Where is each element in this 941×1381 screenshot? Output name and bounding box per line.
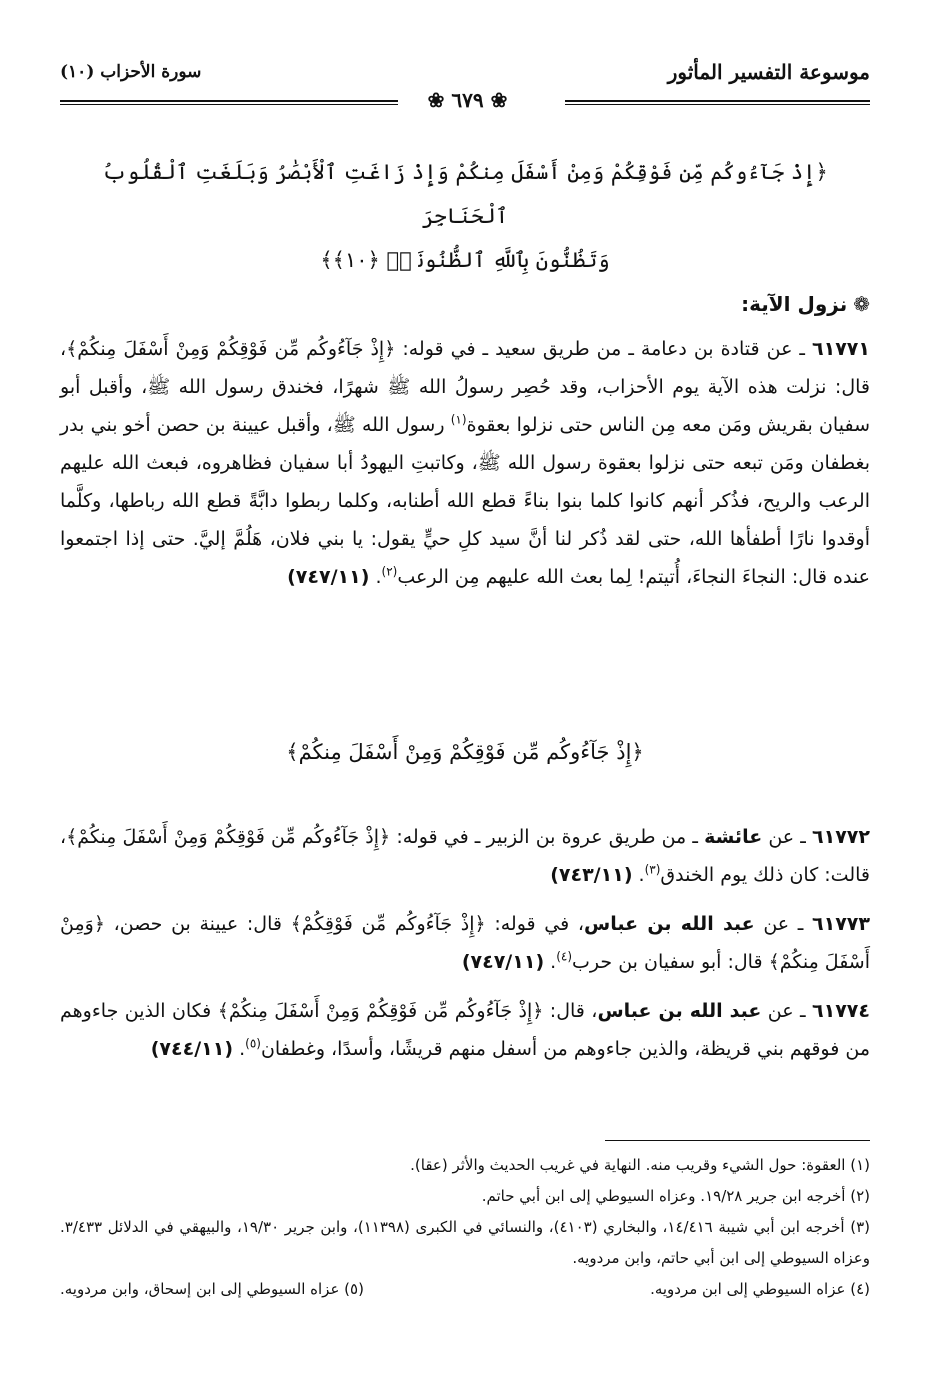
narration-text: رسول الله ﷺ، وأقبل عيينة بن حصن أخو بني بدر بغطفان ومَن تبعه حتى نزلوا بعقوة رسول الله ﷺ، وكاتبتِ اليهودُ أبا سفيان فظاهروه، فبعث الله عليهم الرعب والريح، فذُكر أنهم كانوا كلما بنوا بناءً قطع الله أطنابه، وكلما ربطوا دابَّةً قطع الله رباطها، وكلَّما أوقدوا نارًا أطفأها الله، حتى لقد ذُكر لنا أنَّ سيد كلِ حيٍّ يقول: يا بني فلان، هَلُمَّ إليَّ. حتى إذا اجتمعوا عنده قال: النجاءَ النجاءَ، أُتيتم! لِما بعث الله عليهم مِن الرعب: [60, 414, 870, 588]
footnote-1: (١) العقوة: حول الشيء وقريب منه. النهاية في غريب الحديث والأثر (عقا).: [410, 1156, 870, 1174]
quran-quote: ﴿إِذْ جَآءُوكُم مِّن فَوْقِكُمْ وَمِنْ أَسْفَلَ مِنكُمْ﴾: [66, 826, 391, 848]
narration-text: فكان الذين جاءوهم من فوقهم بني قريظة، والذين جاءوهم من أسفل منهم قريشًا، وأسدًا، وغطفان: [60, 1000, 870, 1060]
section-heading-text: نزول الآية:: [741, 292, 848, 316]
narration-61772: ٦١٧٧٢ ـ عن عائشة ـ من طريق عروة بن الزبير ـ في قوله: ﴿إِذْ جَآءُوكُم مِّن فَوْقِكُمْ وَمِنْ أَسْفَلَ مِنكُمْ﴾، قالت: كان ذلك يوم الخندق$^{(٣)}$. (٧٤٣/١١): [60, 826, 870, 886]
header-rule-right: [565, 100, 870, 105]
footnote-row: [60, 1274, 870, 1305]
narration-text: ـ من طريق عروة بن الزبير ـ في قوله:: [390, 826, 705, 848]
footnote-5: (٥) عزاه السيوطي إلى ابن إسحاق، وابن مردويه.: [60, 1280, 364, 1298]
quran-quote: ﴿وَمِنْ أَسْفَلَ مِنكُمْ﴾: [60, 913, 870, 973]
flower-icon: ❁: [853, 292, 870, 316]
verse-line-2: وَتَظُنُّونَ بِٱللَّهِ ٱلظُّنُونَا۠ ﴿١٠﴾﴾: [320, 248, 610, 272]
narration-61773: ٦١٧٧٣ ـ عن عبد الله بن عباس، في قوله: ﴿إِذْ جَآءُوكُم مِّن فَوْقِكُمْ﴾ قال: عيينة بن حصن، ﴿وَمِنْ أَسْفَلَ مِنكُمْ﴾ قال: أبو سفيان بن حرب$^{(٤)}$. (٧٤٧/١١): [60, 913, 870, 973]
narrator-name: عبد الله بن عباس: [597, 1000, 762, 1022]
header-rule-left: [60, 100, 398, 105]
footnote-separator: [605, 1140, 870, 1141]
quran-verse: [60, 150, 870, 282]
document-page: [60, 50, 870, 1350]
narration-61774: ٦١٧٧٤ ـ عن عبد الله بن عباس، قال: ﴿إِذْ جَآءُوكُم مِّن فَوْقِكُمْ وَمِنْ أَسْفَلَ مِنكُمْ﴾ فكان الذين جاءوهم من فوقهم بني قريظة، والذين جاءوهم من أسفل منهم قريشًا، وأسدًا، وغطفان$^{(٥)}$. (٧٤٤/١١): [60, 1000, 870, 1060]
narration-text: ، قال:: [543, 1000, 598, 1022]
cross-reference: (٧٤٤/١١): [150, 1038, 234, 1060]
page-number: ❀ ٦٧٩ ❀: [405, 88, 530, 112]
narration-number: ٦١٧٧١: [812, 338, 870, 360]
narration-number: ٦١٧٧٣: [812, 913, 870, 935]
narration-61771: ٦١٧٧١ ـ عن قتادة بن دعامة ـ من طريق سعيد ـ في قوله: ﴿إِذْ جَآءُوكُم مِّن فَوْقِكُمْ وَمِنْ أَسْفَلَ مِنكُمْ﴾، قال: نزلت هذه الآية يوم الأحزاب، وقد حُصِر رسولُ الله ﷺ شهرًا، فخندق رسول الله ﷺ، وأقبل أبو سفيان بقريش ومَن معه مِن الناس حتى نزلوا بعقوة$^{(١)}$ رسول الله ﷺ، وأقبل عيينة بن حصن أخو بني بدر بغطفان ومَن تبعه حتى نزلوا بعقوة رسول الله ﷺ، وكاتبتِ اليهودُ أبا سفيان فظاهروه، فبعث الله عليهم الرعب والريح، فذُكر أنهم كانوا كلما بنوا بناءً قطع الله أطنابه، وكلما ربطوا دابَّةً قطع الله رباطها، وكلَّما أوقدوا نارًا أطفأها الله، حتى لقد ذُكر لنا أنَّ سيد كلِ حيٍّ يقول: يا بني فلان، هَلُمَّ إليَّ. حتى إذا اجتمعوا عنده قال: النجاءَ النجاءَ، أُتيتم! لِما بعث الله عليهم مِن الرعب$^{(٢)}$. (٧٤٧/١١): [60, 338, 870, 588]
book-title: موسوعة التفسير المأثور: [667, 60, 870, 84]
narration-text: ـ عن: [762, 826, 812, 848]
verse-line-1: ﴿إِذْ جَآءُوكُم مِّن فَوْقِكُمْ وَمِنْ أَسْفَلَ مِنكُمْ وَإِذْ زَاغَتِ ٱلْأَبْصَٰرُ وَبَلَغَتِ ٱلْقُلُوبُ ٱلْحَنَاجِرَ: [102, 160, 828, 228]
footnote-2: (٢) أخرجه ابن جرير ١٩/٢٨. وعزاه السيوطي إلى ابن أبي حاتم.: [481, 1187, 870, 1205]
footnote-marker: (٥): [245, 1036, 261, 1051]
footnote-4: (٤) عزاه السيوطي إلى ابن مردويه.: [650, 1280, 870, 1298]
cross-reference: (٧٤٧/١١): [287, 566, 370, 588]
cross-reference: (٧٤٣/١١): [550, 864, 633, 886]
section-heading: [741, 292, 870, 316]
narration-text: ، قال: نزلت هذه الآية يوم الأحزاب، وقد حُصِر رسولُ الله ﷺ شهرًا، فخندق رسول الله ﷺ، وأقبل أبو سفيان بقريش ومَن معه مِن الناس حتى نزلوا بعقوة: [60, 338, 870, 436]
quran-quote: ﴿إِذْ جَآءُوكُم مِّن فَوْقِكُمْ وَمِنْ أَسْفَلَ مِنكُمْ﴾: [217, 1000, 544, 1022]
narration-text: ـ عن قتادة بن دعامة ـ من طريق سعيد ـ في قوله:: [395, 338, 813, 360]
quran-quote: ﴿إِذْ جَآءُوكُم مِّن فَوْقِكُمْ وَمِنْ أَسْفَلَ مِنكُمْ﴾: [66, 338, 396, 360]
surah-title: سورة الأحزاب (١٠): [60, 62, 202, 82]
narration-text: قال: أبو سفيان بن حرب: [572, 951, 769, 973]
verse-heading: ﴿إِذْ جَآءُوكُم مِّن فَوْقِكُمْ وَمِنْ أَسْفَلَ مِنكُمْ﴾: [286, 740, 644, 764]
narration-number: ٦١٧٧٢: [812, 826, 870, 848]
footnotes: [60, 1150, 870, 1305]
narration-number: ٦١٧٧٤: [812, 1000, 870, 1022]
footnote-marker: (١): [450, 412, 467, 427]
narration-text: ، في قوله:: [485, 913, 584, 935]
narration-text: ـ عن: [761, 1000, 813, 1022]
narration-text: قال: عيينة بن حصن،: [104, 913, 291, 935]
page-header: [60, 60, 870, 112]
narration-text: ، قالت: كان ذلك يوم الخندق: [60, 826, 870, 886]
cross-reference: (٧٤٧/١١): [461, 951, 545, 973]
footnote-marker: (٢): [381, 564, 398, 579]
quran-quote: ﴿إِذْ جَآءُوكُم مِّن فَوْقِكُمْ﴾: [290, 913, 486, 935]
narrator-name: عبد الله بن عباس: [584, 913, 755, 935]
footnote-3: (٣) أخرجه ابن أبي شيبة ١٤/٤١٦، والبخاري (٤١٠٣)، والنسائي في الكبرى (١١٣٩٨)، وابن جرير ١٩/٣٠، والبيهقي في الدلائل ٣/٤٣٣. وعزاه السيوطي إلى ابن أبي حاتم، وابن مردويه.: [60, 1218, 870, 1267]
narrator-name: عائشة: [704, 826, 763, 848]
footnote-marker: (٤): [556, 949, 573, 964]
footnote-marker: (٣): [644, 862, 661, 877]
narration-text: ـ عن: [754, 913, 812, 935]
